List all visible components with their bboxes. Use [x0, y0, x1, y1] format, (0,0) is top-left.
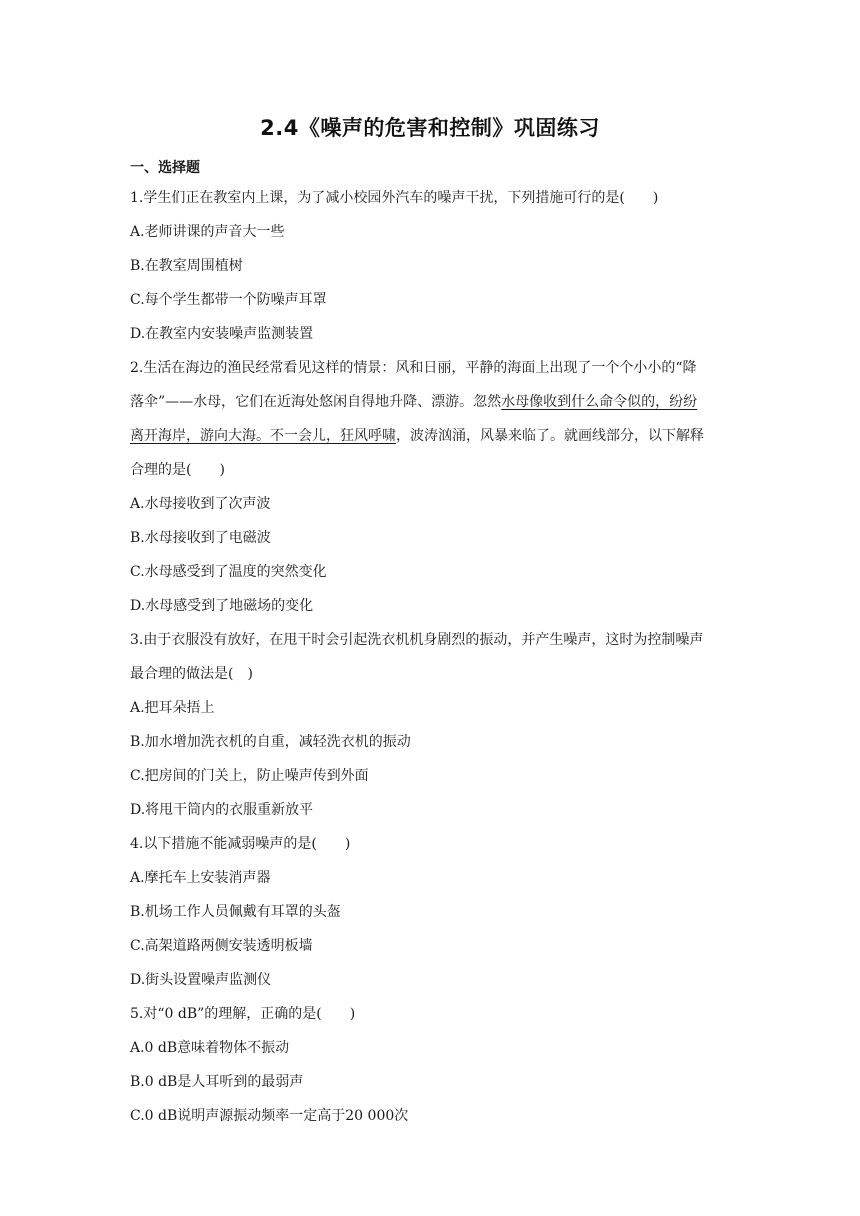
question-1-option-d: D.在教室内安装噪声监测装置	[130, 326, 314, 342]
question-2-option-d: D.水母感受到了地磁场的变化	[130, 598, 314, 614]
question-3-stem-line-1: 3.由于衣服没有放好，在甩干时会引起洗衣机机身剧烈的振动，并产生噪声，这时为控制噪声	[130, 632, 704, 648]
question-5-option-a: A.0 dB意味着物体不振动	[130, 1040, 290, 1056]
question-4-option-a: A.摩托车上安装消声器	[130, 870, 271, 886]
question-2-option-a: A.水母接收到了次声波	[130, 496, 271, 512]
question-2-stem-line-2	[130, 393, 760, 411]
question-2-option-b: B.水母接收到了电磁波	[130, 530, 271, 546]
question-2-underlined-text: 离开海岸，游向大海。不一会儿，狂风呼啸	[130, 428, 396, 444]
question-1-stem: 1.学生们正在教室内上课，为了减小校园外汽车的噪声干扰，下列措施可行的是( )	[130, 190, 659, 206]
question-4-option-b: B.机场工作人员佩戴有耳罩的头盔	[130, 904, 341, 920]
question-4-option-c: C.高架道路两侧安装透明板墙	[130, 938, 313, 954]
question-1-option-c: C.每个学生都带一个防噪声耳罩	[130, 292, 327, 308]
question-2-stem-line-3	[130, 427, 760, 445]
question-1-option-b: B.在教室周围植树	[130, 258, 243, 274]
question-3-option-c: C.把房间的门关上，防止噪声传到外面	[130, 768, 369, 784]
question-1-option-a: A.老师讲课的声音大一些	[130, 224, 285, 240]
page-title: 2.4《噪声的危害和控制》巩固练习	[260, 116, 600, 140]
question-2-option-c: C.水母感受到了温度的突然变化	[130, 564, 327, 580]
question-5-option-b: B.0 dB是人耳听到的最弱声	[130, 1074, 304, 1090]
question-3-option-d: D.将甩干筒内的衣服重新放平	[130, 802, 314, 818]
section-heading: 一、选择题	[130, 160, 200, 176]
question-3-stem-line-2: 最合理的做法是( )	[130, 666, 253, 682]
question-3-option-a: A.把耳朵捂上	[130, 700, 215, 716]
question-5-stem: 5.对“0 dB”的理解，正确的是( )	[130, 1006, 356, 1022]
question-2-text: 落伞”——水母，它们在近海处悠闲自得地升降、漂游。忽然	[130, 394, 502, 410]
question-2-underlined-text: 水母像收到什么命令似的，纷纷	[501, 394, 698, 410]
question-2-stem-line-4: 合理的是( )	[130, 462, 225, 478]
question-5-option-c: C.0 dB说明声源振动频率一定高于20 000次	[130, 1108, 409, 1124]
question-2-stem-line-1: 2.生活在海边的渔民经常看见这样的情景：风和日丽，平静的海面上出现了一个个小小的“降	[130, 360, 697, 376]
question-4-option-d: D.街头设置噪声监测仪	[130, 972, 272, 988]
question-4-stem: 4.以下措施不能减弱噪声的是( )	[130, 836, 351, 852]
question-2-text: ，波涛汹涌，风暴来临了。就画线部分，以下解释	[396, 428, 704, 444]
question-3-option-b: B.加水增加洗衣机的自重，减轻洗衣机的振动	[130, 734, 411, 750]
